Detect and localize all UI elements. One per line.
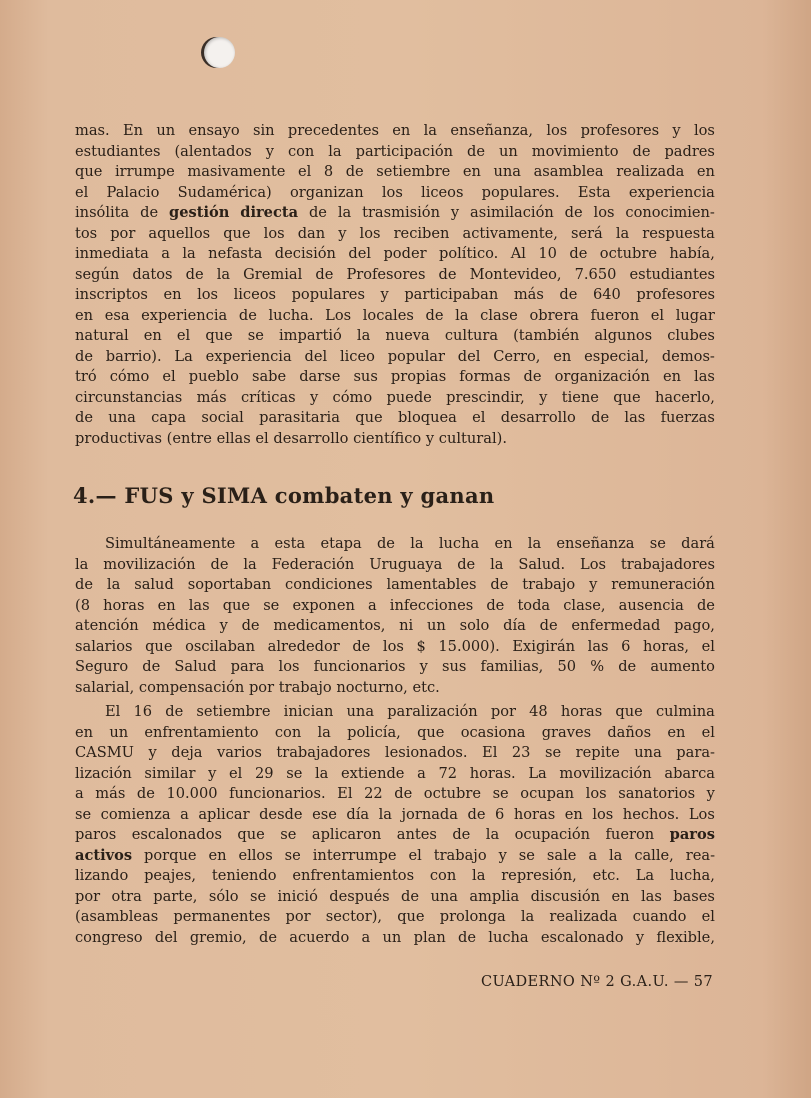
text-line: El 16 de setiembre inician una paralización por 48 horas que culmina [105, 703, 715, 720]
paragraph-fus-movilizacion [75, 534, 715, 698]
text-line: circunstancias más críticas y cómo puede prescindir, y tiene que hacerlo, [75, 388, 715, 406]
text-line: salarial, compensación por trabajo nocturno, etc. [75, 678, 440, 696]
text-line: paros escalonados que se aplicaron antes de la ocupación fueron paros [75, 826, 715, 843]
text-line: el Palacio Sudamérica) organizan los liceos populares. Esta experiencia [75, 183, 715, 201]
text-line: (asambleas permanentes por sector), que prolonga la realizada cuando el [75, 908, 715, 925]
text-line: estudiantes (alentados y con la participación de un movimiento de padres [75, 142, 715, 160]
text-line: atención médica y de medicamentos, ni un solo día de enfermedad pago, [75, 617, 715, 634]
text-line: en un enfrentamiento con la policía, que ocasiona graves daños en el [75, 723, 715, 741]
text-line: congreso del gremio, de acuerdo a un plan de lucha escalonado y flexible, [75, 928, 715, 946]
text-line: natural en el que se impartió la nueva cultura (también algunos clubes [75, 327, 715, 344]
text-line: CASMU y deja varios trabajadores lesionados. El 23 se repite una para- [75, 744, 715, 761]
text-line: inscriptos en los liceos populares y participaban más de 640 profesores [75, 286, 715, 303]
text-line: activos porque en ellos se interrumpe el trabajo y se sale a la calle, rea- [75, 846, 715, 864]
text-line: lización similar y el 29 se la extiende a 72 horas. La movilización abarca [75, 764, 715, 782]
section-heading: 4.— FUS y SIMA combaten y ganan [73, 483, 495, 508]
text-line: de una capa social parasitaria que bloquea el desarrollo de las fuerzas [75, 409, 715, 426]
text-line: de la salud soportaban condiciones lamentables de trabajo y remuneración [75, 576, 715, 593]
text-line: inmediata a la nefasta decisión del poder político. Al 10 de octubre había, [75, 245, 715, 262]
text-line: a más de 10.000 funcionarios. El 22 de octubre se ocupan los sanatorios y [75, 785, 715, 802]
text-line: tró cómo el pueblo sabe darse sus propias formas de organización en las [75, 368, 715, 385]
text-line: Seguro de Salud para los funcionarios y sus familias, 50 % de aumento [75, 658, 715, 675]
text-line: mas. En un ensayo sin precedentes en la enseñanza, los profesores y los [75, 122, 715, 139]
punch-hole [204, 37, 235, 68]
page-footer: CUADERNO Nº 2 G.A.U. — 57 [480, 974, 713, 990]
paragraph-paralizacion [75, 702, 715, 948]
text-line: salarios que oscilaban alrededor de los $ 15.000). Exigirán las 6 horas, el [75, 637, 715, 655]
paragraph-liceos-populares [75, 121, 715, 449]
text-line: según datos de la Gremial de Profesores de Montevideo, 7.650 estudiantes [75, 265, 715, 283]
text-line: en esa experiencia de lucha. Los locales de la clase obrera fueron el lugar [75, 306, 715, 324]
text-line: de barrio). La experiencia del liceo popular del Cerro, en especial, demos- [75, 347, 715, 365]
text-line: por otra parte, sólo se inició después de una amplia discusión en las bases [75, 887, 715, 905]
text-line: que irrumpe masivamente el 8 de setiembre en una asamblea realizada en [75, 163, 715, 180]
text-line: se comienza a aplicar desde ese día la jornada de 6 horas en los hechos. Los [75, 805, 715, 823]
text-line: (8 horas en las que se exponen a infecciones de toda clase, ausencia de [75, 596, 715, 614]
text-line: lizando peajes, teniendo enfrentamientos con la represión, etc. La lucha, [75, 867, 715, 884]
text-line: la movilización de la Federación Uruguaya de la Salud. Los trabajadores [75, 555, 715, 573]
text-line: productivas (entre ellas el desarrollo científico y cultural). [75, 429, 507, 447]
text-line: insólita de gestión directa de la trasmisión y asimilación de los conocimien- [75, 204, 715, 221]
text-line: Simultáneamente a esta etapa de la lucha en la enseñanza se dará [105, 535, 715, 552]
text-line: tos por aquellos que los dan y los reciben activamente, será la respuesta [75, 224, 715, 242]
